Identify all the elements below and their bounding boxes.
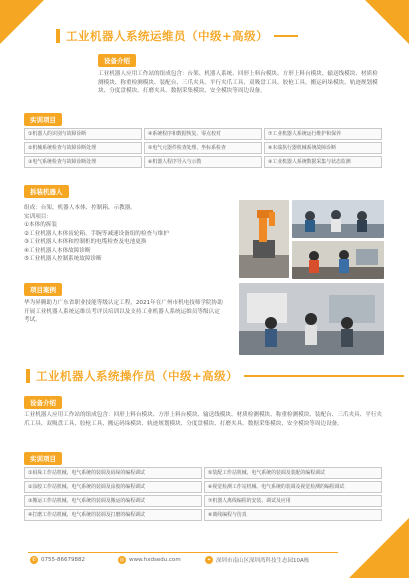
project-cell: ⑦工业机器人系统运行维护和保养 xyxy=(264,128,382,140)
tag-project-case: 项目案例 xyxy=(24,283,62,296)
tag-device-intro: 设备介绍 xyxy=(98,54,136,67)
address-text: 深圳市南山区深圳湾科技生态园10A栋 xyxy=(216,558,310,564)
corner-decoration-top-left xyxy=(0,0,44,44)
case-text: 华为昇腾助力广东省职业技能等级认定工程，2021年在广州市机电技师学院协助开展工业机器人系统运维员考评员培训以及支持工业机器人系统运维员等级认定考试。 xyxy=(24,300,223,323)
tag-removal-robot: 拆装机器人 xyxy=(24,185,69,198)
project-cell: ⑧末端执行器机械系统故障诊断 xyxy=(264,142,382,154)
classroom-photo-2 xyxy=(292,241,384,279)
removal-project-item: ②工业机器人本体齿轮箱、手腕等减速设备组的检查与维护 xyxy=(24,230,169,237)
section2-title: 工业机器人系统操作员（中级+高级） xyxy=(36,369,239,383)
section1-header xyxy=(56,28,298,44)
exam-hall-photo xyxy=(239,283,384,355)
phone-icon: ✆ xyxy=(31,557,37,563)
project-cell: ⑤装配工作站机械、电气系统的装调及装配的编程调试 xyxy=(204,467,382,479)
footer-website xyxy=(118,556,181,564)
project-cell: ④系统程序和数据恢复、零点校对 xyxy=(144,128,262,140)
removal-project-item: ①本体的拆装 xyxy=(24,222,57,228)
footer-rule xyxy=(28,552,338,553)
section2-project-grid xyxy=(24,467,382,521)
title-rule xyxy=(244,375,404,377)
robot-arm-photo xyxy=(239,200,289,278)
title-rule xyxy=(274,35,298,37)
project-cell: ⑧离线编程与仿真 xyxy=(204,509,382,521)
removal-project-item: ④工业机器人本体故障诊断 xyxy=(24,247,91,254)
classroom-photo-1 xyxy=(292,200,384,238)
project-cell: ⑥视觉检测工作站机械、电气系统的装调及视觉检测的编程调试 xyxy=(204,481,382,493)
section2-intro-text: 工业机器人应用工作站的组成包含：回形上料台模块、方形上料台模块、输送线模块、材质检测模块、称重检测模块、装配台、三爪夹具、平行夹爪工具、双吸盘工具、胶枪工具、搬运码垛模块、轨迹规划模块、分度盘模块、打磨夹具、数据采集模块、安全模块等周边设备。 xyxy=(24,412,383,427)
project-cell: ②涂胶工作站机械、电气系统的装调及涂胶的编程调试 xyxy=(24,481,202,493)
removal-composition: 组成：台架、机器人本体、控制箱、示教器。 xyxy=(24,205,136,211)
footer xyxy=(0,548,409,578)
corner-decoration-top-right xyxy=(365,0,409,44)
tag-device-intro-2: 设备介绍 xyxy=(24,396,62,409)
project-cell: ⑥机器人程序导入与示教 xyxy=(144,156,262,168)
project-cell: ①机器人的识别与故障诊断 xyxy=(24,128,142,140)
website-link[interactable]: www.hxdsedu.com xyxy=(129,557,181,563)
section1-intro-text: 工业机器人应用工作站的组成包含：台架、机器人系统、回形上料台模块、方形上料台模块、输送线模块、材质检测模块、称重检测模块、装配台、三爪夹具、平行夹爪工具、双吸盘工具、胶枪工具、搬运码垛模块、轨迹规划模块、分度盘模块、打磨夹具、数据采集模块、安全模块等周边设备。 xyxy=(98,71,378,94)
footer-address xyxy=(205,556,309,564)
project-cell: ①码垛工作站机械、电气系统的装调及码垛的编程调试 xyxy=(24,467,202,479)
project-cell: ③搬运工作站机械、电气系统的装调及搬运的编程调试 xyxy=(24,495,202,507)
phone-text: 0755-86679882 xyxy=(41,557,85,563)
removal-project-list xyxy=(24,221,224,264)
removal-project-item: ⑤工业机器人控制系统故障诊断 xyxy=(24,256,102,262)
tag-training-projects-2: 实训项目 xyxy=(24,452,62,465)
removal-block xyxy=(24,204,224,264)
project-cell: ④打磨工作站机械、电气系统的装调及打磨的编程调试 xyxy=(24,509,202,521)
project-cell: ⑤电气元器件检查处理、坐标系检查 xyxy=(144,142,262,154)
project-cell: ⑨工业机器人系统数据采集与状态监测 xyxy=(264,156,382,168)
footer-phone xyxy=(30,556,85,564)
globe-icon: ◎ xyxy=(119,557,125,563)
project-cell: ②机械系统检查与故障诊断处理 xyxy=(24,142,142,154)
section2-header xyxy=(26,368,404,384)
section1-project-grid xyxy=(24,128,382,168)
removal-project-item: ③工业机器人本体和控制柜的电缆检查及电池更换 xyxy=(24,239,147,245)
title-accent-bar xyxy=(56,29,60,43)
tag-training-projects: 实训项目 xyxy=(24,113,62,126)
project-cell: ③电气系统检查与故障诊断处理 xyxy=(24,156,142,168)
project-cell: ⑦机器人离线编程的安装、调试及应用 xyxy=(204,495,382,507)
title-accent-bar xyxy=(26,369,30,383)
location-pin-icon: ⌖ xyxy=(205,556,213,564)
removal-projects-title: 实训项目： xyxy=(24,213,52,220)
section1-title: 工业机器人系统运维员（中级+高级） xyxy=(66,29,269,43)
